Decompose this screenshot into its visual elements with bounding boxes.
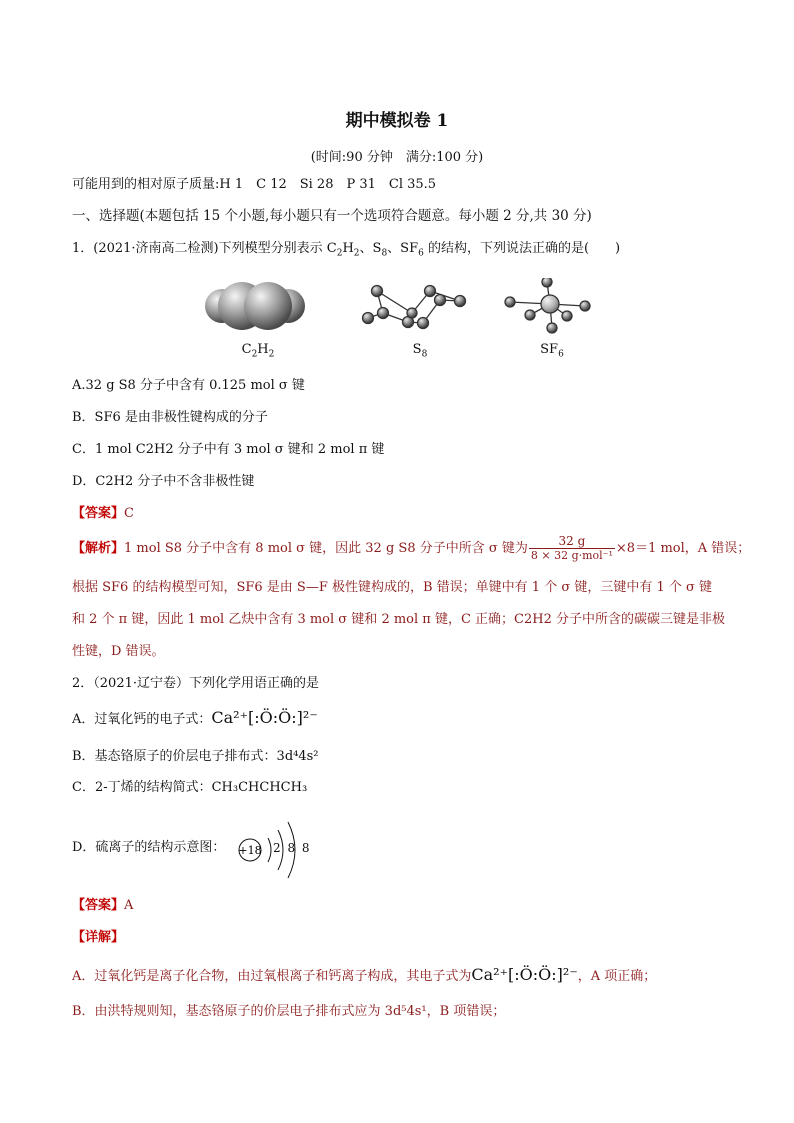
q1-stem-mid: 、S xyxy=(359,241,382,256)
q1-stem-sub3: 8 xyxy=(381,248,388,259)
q1-stem-sub2: 2 xyxy=(353,248,360,259)
detail-electron-formula: Ca²⁺[:Ö:Ö:]²⁻ xyxy=(471,965,578,984)
q1-answer-value: C xyxy=(124,506,134,521)
sf6-model xyxy=(505,278,590,333)
q2-answer xyxy=(72,897,133,915)
q1-analysis-1a: 1 mol S8 分子中含有 8 mol σ 键，因此 32 g S8 分子中所含 σ 键为 xyxy=(124,541,528,556)
q2-detail-a xyxy=(72,966,656,986)
q2-detail-a-post: ，A 项正确； xyxy=(577,969,657,984)
q1-stem-sub4: 6 xyxy=(418,248,424,259)
q2-stem: 2．（2021·辽宁卷）下列化学用语正确的是 xyxy=(72,676,319,691)
q1-stem-sub1: 2 xyxy=(336,248,343,259)
q2-option-a xyxy=(72,709,318,729)
q1-stem-h: H xyxy=(342,241,354,256)
q2-detail-tag: 【详解】 xyxy=(72,930,125,945)
q2-option-a-text: A．过氧化钙的电子式： xyxy=(72,712,212,727)
q1-analysis-line-4: 性键，D 错误。 xyxy=(72,644,165,659)
ion-nucleus-text: +18 xyxy=(238,844,262,857)
q2-detail-a-pre: A．过氧化钙是离子化合物，由过氧根离子和钙离子构成，其电子式为 xyxy=(72,969,472,984)
molecule-models-figure xyxy=(190,278,630,348)
q1-answer-tag: 【答案】 xyxy=(72,506,125,521)
q1-fraction xyxy=(529,534,615,563)
c2h2-model xyxy=(205,282,305,330)
q2-detail-b: B．由洪特规则知，基态铬原子的价层电子排布式应为 3d⁵4s¹，B 项错误； xyxy=(72,1004,506,1019)
q1-fraction-denominator: 8 × 32 g·mol⁻¹ xyxy=(530,549,613,562)
q2-answer-value: A xyxy=(124,898,134,913)
q2-answer-tag: 【答案】 xyxy=(72,898,125,913)
q1-stem xyxy=(72,240,620,263)
q1-analysis-line-3: 和 2 个 π 键，因此 1 mol 乙炔中含有 3 mol σ 键和 2 mol π 键，C 正确；C2H2 分子中所含的碳碳三键是非极 xyxy=(72,612,726,627)
page-subtitle: (时间:90 分钟 满分:100 分) xyxy=(310,150,484,165)
q1-fraction-numerator: 32 g xyxy=(529,534,615,549)
q1-analysis-line-1 xyxy=(72,534,750,563)
q1-option-b: B．SF6 是由非极性键构成的分子 xyxy=(72,410,268,425)
c2h2-label: $C_2H_2$ xyxy=(241,342,275,360)
s8-label: $S_8$ xyxy=(412,342,428,360)
ion-shells-text: 2 8 8 xyxy=(273,841,310,855)
s8-model xyxy=(363,286,466,329)
q1-stem-mid2: 、SF xyxy=(387,241,419,256)
q2-option-b: B．基态铬原子的价层电子排布式：3d⁴4s² xyxy=(72,749,319,764)
q1-analysis-1b: ×8＝1 mol，A 错误； xyxy=(615,541,751,556)
q1-stem-pre: 1．(2021·济南高二检测)下列模型分别表示 C xyxy=(72,241,337,256)
sf6-label: $SF_6$ xyxy=(540,342,564,360)
q1-analysis-line-2: 根据 SF6 的结构模型可知，SF6 是由 S—F 极性键构成的，B 错误；单键中有 1 个 σ 键，三键中有 1 个 σ 键 xyxy=(72,580,713,595)
q1-option-d: D．C2H2 分子中不含非极性键 xyxy=(72,474,255,489)
q1-option-c: C．1 mol C2H2 分子中有 3 mol σ 键和 2 mol π 键 xyxy=(72,442,385,457)
q2-detail-heading xyxy=(72,929,124,947)
q1-answer xyxy=(72,505,134,523)
page-title: 期中模拟卷 1 xyxy=(345,111,449,131)
q1-option-a: A.32 g S8 分子中含有 0.125 mol σ 键 xyxy=(72,378,305,393)
q1-analysis-tag: 【解析】 xyxy=(72,541,125,556)
q2-option-d-text: D．硫离子的结构示意图： xyxy=(72,840,226,855)
atomic-masses: 可能用到的相对原子质量:H 1 C 12 Si 28 P 31 Cl 35.5 xyxy=(72,177,437,192)
peroxide-electron-formula: Ca²⁺[:Ö:Ö:]²⁻ xyxy=(211,708,318,727)
q2-option-c: C．2-丁烯的结构简式：CH₃CHCHCH₃ xyxy=(72,780,308,795)
q1-stem-post: 的结构，下列说法正确的是( ) xyxy=(423,241,621,256)
section-heading: 一、选择题(本题包括 15 个小题,每小题只有一个选项符合题意。每小题 2 分,共 30 分) xyxy=(72,208,592,224)
